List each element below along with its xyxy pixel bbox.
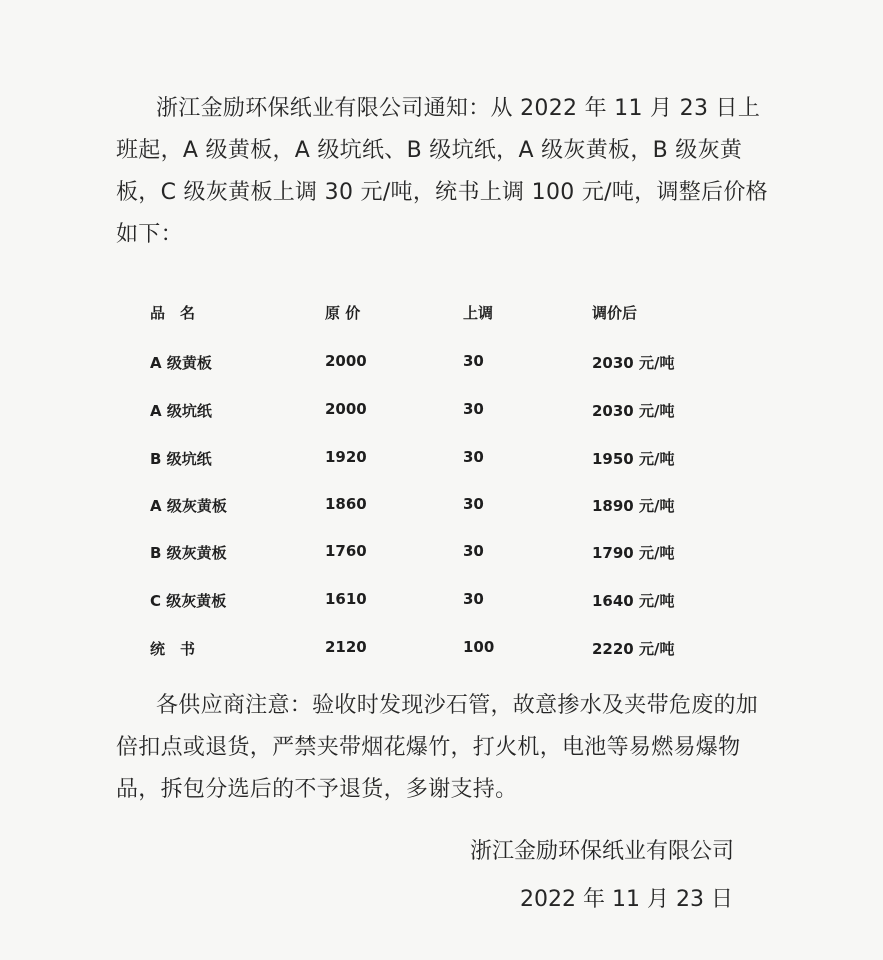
table-row bbox=[0, 590, 883, 620]
adjusted-price: 1790 元/吨 bbox=[592, 544, 675, 562]
price-table-header bbox=[0, 302, 883, 332]
adjusted-price: 1950 元/吨 bbox=[592, 450, 675, 468]
supplier-note-paragraph: 各供应商注意：验收时发现沙石管，故意掺水及夹带危废的加倍扣点或退货，严禁夹带烟花爆竹，打火机，电池等易燃易爆物品，拆包分选后的不予退货，多谢支持。 bbox=[116, 693, 759, 802]
header-product-name: 品 名 bbox=[150, 304, 196, 322]
table-row bbox=[0, 495, 883, 525]
price-increase: 30 bbox=[463, 448, 484, 466]
price-increase: 30 bbox=[463, 495, 484, 513]
product-name: B 级灰黄板 bbox=[150, 544, 227, 562]
table-row bbox=[0, 352, 883, 382]
adjusted-price: 2030 元/吨 bbox=[592, 402, 675, 420]
price-increase: 30 bbox=[463, 590, 484, 608]
product-name: A 级坑纸 bbox=[150, 402, 212, 420]
original-price: 2120 bbox=[325, 638, 367, 656]
product-name: A 级灰黄板 bbox=[150, 497, 227, 515]
original-price: 2000 bbox=[325, 352, 367, 370]
adjusted-price: 1640 元/吨 bbox=[592, 592, 675, 610]
header-increase: 上调 bbox=[463, 304, 494, 322]
price-increase: 100 bbox=[463, 638, 495, 656]
adjusted-price: 2030 元/吨 bbox=[592, 354, 675, 372]
company-signature: 浙江金励环保纸业有限公司 bbox=[470, 839, 735, 864]
table-row bbox=[0, 542, 883, 572]
product-name: B 级坑纸 bbox=[150, 450, 212, 468]
header-original-price: 原 价 bbox=[325, 304, 361, 322]
original-price: 1860 bbox=[325, 495, 367, 513]
product-name: C 级灰黄板 bbox=[150, 592, 227, 610]
product-name: A 级黄板 bbox=[150, 354, 212, 372]
original-price: 1920 bbox=[325, 448, 367, 466]
table-row bbox=[0, 448, 883, 478]
original-price: 1760 bbox=[325, 542, 367, 560]
price-increase: 30 bbox=[463, 352, 484, 370]
original-price: 1610 bbox=[325, 590, 367, 608]
header-adjusted-price: 调价后 bbox=[592, 304, 638, 322]
notice-intro-paragraph: 浙江金励环保纸业有限公司通知：从 2022 年 11 月 23 日上班起，A 级黄板，A 级坑纸、B 级坑纸，A 级灰黄板，B 级灰黄板，C 级灰黄板上调 30 元/吨，统书上调 100 元/吨，调整后价格如下： bbox=[116, 96, 768, 247]
adjusted-price: 2220 元/吨 bbox=[592, 640, 675, 658]
product-name: 统 书 bbox=[150, 640, 196, 658]
price-increase: 30 bbox=[463, 400, 484, 418]
table-row bbox=[0, 638, 883, 668]
original-price: 2000 bbox=[325, 400, 367, 418]
adjusted-price: 1890 元/吨 bbox=[592, 497, 675, 515]
price-increase: 30 bbox=[463, 542, 484, 560]
table-row bbox=[0, 400, 883, 430]
notice-date: 2022 年 11 月 23 日 bbox=[520, 887, 733, 912]
